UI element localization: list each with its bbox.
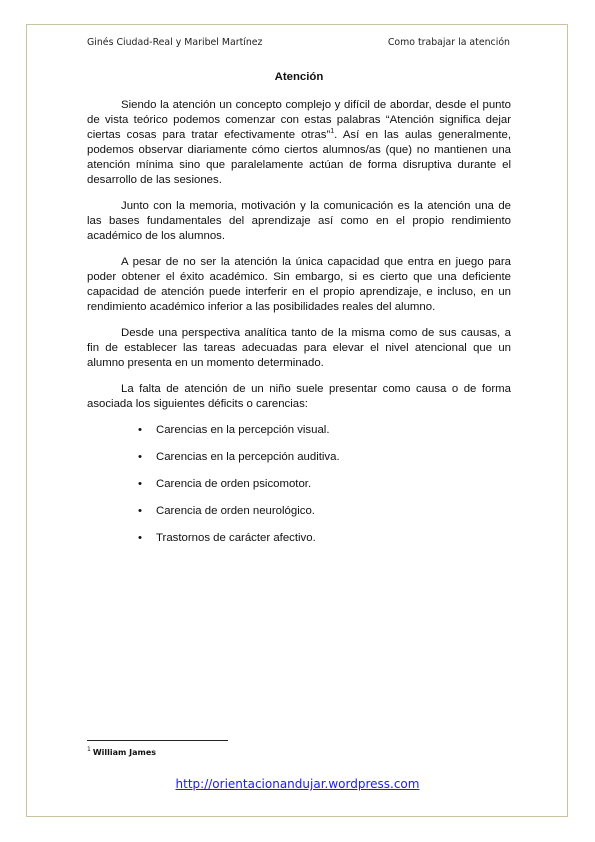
paragraph-1 bbox=[87, 98, 511, 188]
list-item-text: Carencia de orden neurológico. bbox=[156, 505, 315, 517]
bullet-icon: • bbox=[138, 505, 142, 517]
header-doc-title: Como trabajar la atención bbox=[387, 37, 510, 48]
list-item-text: Carencias en la percepción visual. bbox=[156, 424, 330, 436]
bullet-icon: • bbox=[138, 478, 142, 490]
list-item-text: Trastornos de carácter afectivo. bbox=[156, 532, 316, 544]
list-item bbox=[87, 531, 511, 546]
footnote-number: 1 bbox=[87, 746, 91, 753]
paragraph-1-text-cont: . Así en las aulas generalmente, podemos observar diariamente cómo ciertos alumnos/as (que) no mantienen una atención mínima sino que paralelamente actúan de forma disruptiva durante el desarrollo de las sesiones. bbox=[87, 129, 511, 186]
document-body bbox=[87, 70, 511, 558]
list-item bbox=[87, 450, 511, 465]
list-item-text: Carencias en la percepción auditiva. bbox=[156, 451, 340, 463]
footnote-separator bbox=[87, 740, 228, 741]
list-item bbox=[87, 477, 511, 492]
deficits-list bbox=[87, 423, 511, 546]
bullet-icon: • bbox=[138, 451, 142, 463]
footnote bbox=[87, 746, 156, 757]
bullet-icon: • bbox=[138, 532, 142, 544]
paragraph-3: A pesar de no ser la atención la única capacidad que entra en juego para poder obtener el éxito académico. Sin embargo, si es cierto que una deficiente capacidad de atención puede interferir en el propio aprendizaje, e incluso, en un rendimiento académico inferior a las posibilidades reales del alumno. bbox=[87, 256, 511, 313]
page-footer bbox=[0, 777, 595, 791]
footnote-text: William James bbox=[92, 747, 157, 757]
footnote-reference[interactable]: 1 bbox=[330, 128, 335, 136]
paragraph-1-text: Siendo la atención un concepto complejo y difícil de abordar, desde el punto de vista teórico podemos comenzar con estas palabras “Atención significa dejar ciertas cosas para tratar efectivamente otras” bbox=[87, 99, 511, 141]
footer-link[interactable]: http://orientacionandujar.wordpress.com bbox=[175, 777, 420, 791]
list-item bbox=[87, 504, 511, 519]
list-item bbox=[87, 423, 511, 438]
paragraph-5: La falta de atención de un niño suele presentar como causa o de forma asociada los siguientes déficits o carencias: bbox=[87, 383, 511, 410]
paragraph-2: Junto con la memoria, motivación y la comunicación es la atención una de las bases fundamentales del aprendizaje así como en el propio rendimiento académico de los alumnos. bbox=[87, 200, 511, 242]
page-title: Atención bbox=[274, 71, 324, 83]
header-authors: Ginés Ciudad-Real y Maribel Martínez bbox=[87, 37, 263, 48]
list-item-text: Carencia de orden psicomotor. bbox=[156, 478, 312, 490]
paragraph-4: Desde una perspectiva analítica tanto de la misma como de sus causas, a fin de establecer las tareas adecuadas para elevar el nivel atencional que un alumno presenta en un momento determinado. bbox=[87, 327, 511, 369]
bullet-icon: • bbox=[138, 424, 142, 436]
